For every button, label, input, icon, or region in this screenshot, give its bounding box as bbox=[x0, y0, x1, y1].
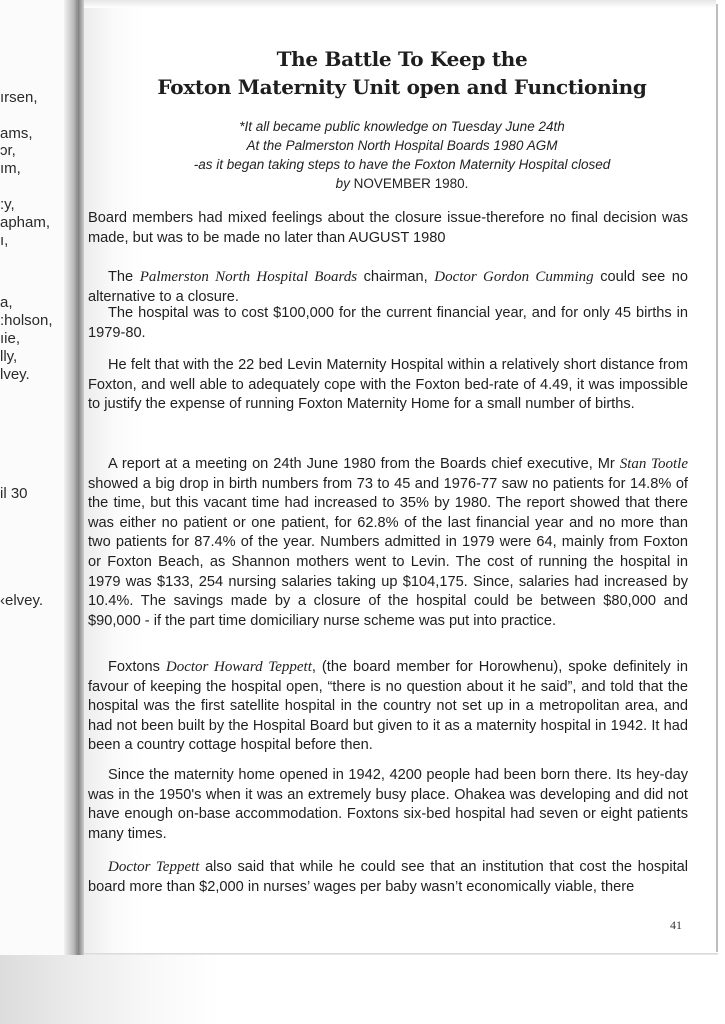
paragraph-levin-hospital: He felt that with the 22 bed Levin Maternity Hospital within a relatively short distance from Foxton, and well able to adequately cope with the Foxton bed-rate of 4.49, it was impossible to justify the expense of running Foxton Maternity Home for a small number of births. bbox=[88, 357, 688, 413]
paragraph-chairman: The Palmerston North Hospital Boards chairman, Doctor Gordon Cumming could see no alternative to a closure. bbox=[88, 269, 688, 305]
page-edge-shadow bbox=[78, 0, 84, 955]
left-page-fragment: ım, bbox=[0, 160, 21, 177]
palmerston-north-board-name: Palmerston North Hospital Boards bbox=[139, 269, 358, 285]
paragraph-teppett: Foxtons Doctor Howard Teppett, (the board member for Horowhenu), spoke definitely in favour of keeping the hospital open, “there is no question about it he said”, and told that the hospital was the first satellite hospital in the country not set up in a metropolitan area, and had not been built by the Hospital Board but given to it as a maternity hospital in 1942. It had been a country cottage hospital before then. bbox=[88, 659, 689, 754]
left-page-fragment: ı, bbox=[0, 232, 9, 249]
paragraph-report: A report at a meeting on 24th June 1980 from the Boards chief executive, Mr Stan Tootle showed a big drop in birth numbers from 73 to 45 and 1976-77 saw no patients for 14.8% of the time, but this vacant time had increased to 35% by 1980. The report showed that there was either no patient or one patient, for 62.8% of the last financial year and no more than two patients for 87.4% of the year. Numbers admitted in 1979 were 64, mainly from Foxton or Foxton Beach, as Shannon mothers went to Levin. The cost of running the hospital in 1979 was $133, 254 nursing salaries taking up $104,175. Since, salaries had increased by 10.4%. The savings made by a closure of the hospital could be between $80,000 and $90,000 - if the part time domiciliary nurse scheme was put into practice. bbox=[88, 456, 688, 629]
left-page-fragment: ɔr, bbox=[0, 142, 16, 159]
left-page-fragment: ‹elvey. bbox=[0, 592, 44, 609]
article-title-line-2: Foxton Maternity Unit open and Functioning bbox=[157, 75, 647, 99]
subtitle-date: NOVEMBER 1980. bbox=[353, 176, 469, 191]
page-top-shade bbox=[84, 0, 716, 8]
left-page-fragment: ıie, bbox=[0, 330, 21, 347]
subtitle-by: by bbox=[335, 176, 350, 191]
left-page-fragment: lly, bbox=[0, 348, 18, 365]
teppett-name: Doctor Teppett bbox=[108, 859, 200, 875]
page-number: 41 bbox=[670, 918, 682, 932]
paragraph-hospital-cost: The hospital was to cost $100,000 for the current financial year, and for only 45 births in 1979-80. bbox=[88, 305, 688, 341]
left-page-fragment: lvey. bbox=[0, 366, 30, 383]
subtitle-line-4 bbox=[90, 174, 714, 194]
left-page-fragment: il 30 bbox=[0, 485, 28, 502]
paragraph-history: Since the maternity home opened in 1942, 4200 people had been born there. Its hey-day was in the 1950's when it was an extremely busy place. Ohakea was developing and did not have enough on-base accommodation. Foxtons six-bed hospital had seven or eight patients many times. bbox=[88, 767, 688, 842]
stan-tootle-name: Stan Tootle bbox=[619, 456, 688, 472]
left-page-fragment: apham, bbox=[0, 214, 51, 231]
subtitle-line-3: -as it began taking steps to have the Foxton Maternity Hospital closed bbox=[193, 157, 611, 172]
page-right-edge bbox=[716, 4, 718, 952]
left-page-fragment: ams, bbox=[0, 125, 33, 142]
scan-bottom-margin bbox=[0, 955, 725, 1024]
howard-teppett-name: Doctor Howard Teppett bbox=[165, 659, 312, 675]
subtitle-line-1: *It all became public knowledge on Tuesday June 24th bbox=[239, 119, 565, 134]
subtitle-line-2: At the Palmerston North Hospital Boards 1980 AGM bbox=[246, 138, 558, 153]
left-page-fragment: :y, bbox=[0, 196, 15, 213]
left-page-fragment: a, bbox=[0, 294, 13, 311]
left-page-fragment: :holson, bbox=[0, 312, 53, 329]
gordon-cumming-name: Doctor Gordon Cumming bbox=[434, 269, 594, 285]
left-page-fragment: ırsen, bbox=[0, 89, 38, 106]
paragraph-teppett-continued: Doctor Teppett also said that while he could see that an institution that cost the hospital board more than $2,000 in nurses’ wages per baby wasn’t economically viable, there bbox=[88, 859, 688, 895]
article-title-line-1: The Battle To Keep the bbox=[276, 47, 528, 71]
paragraph-board-members: Board members had mixed feelings about the closure issue-therefore no final decision was made, but was to be made no later than AUGUST 1980 bbox=[88, 210, 688, 246]
